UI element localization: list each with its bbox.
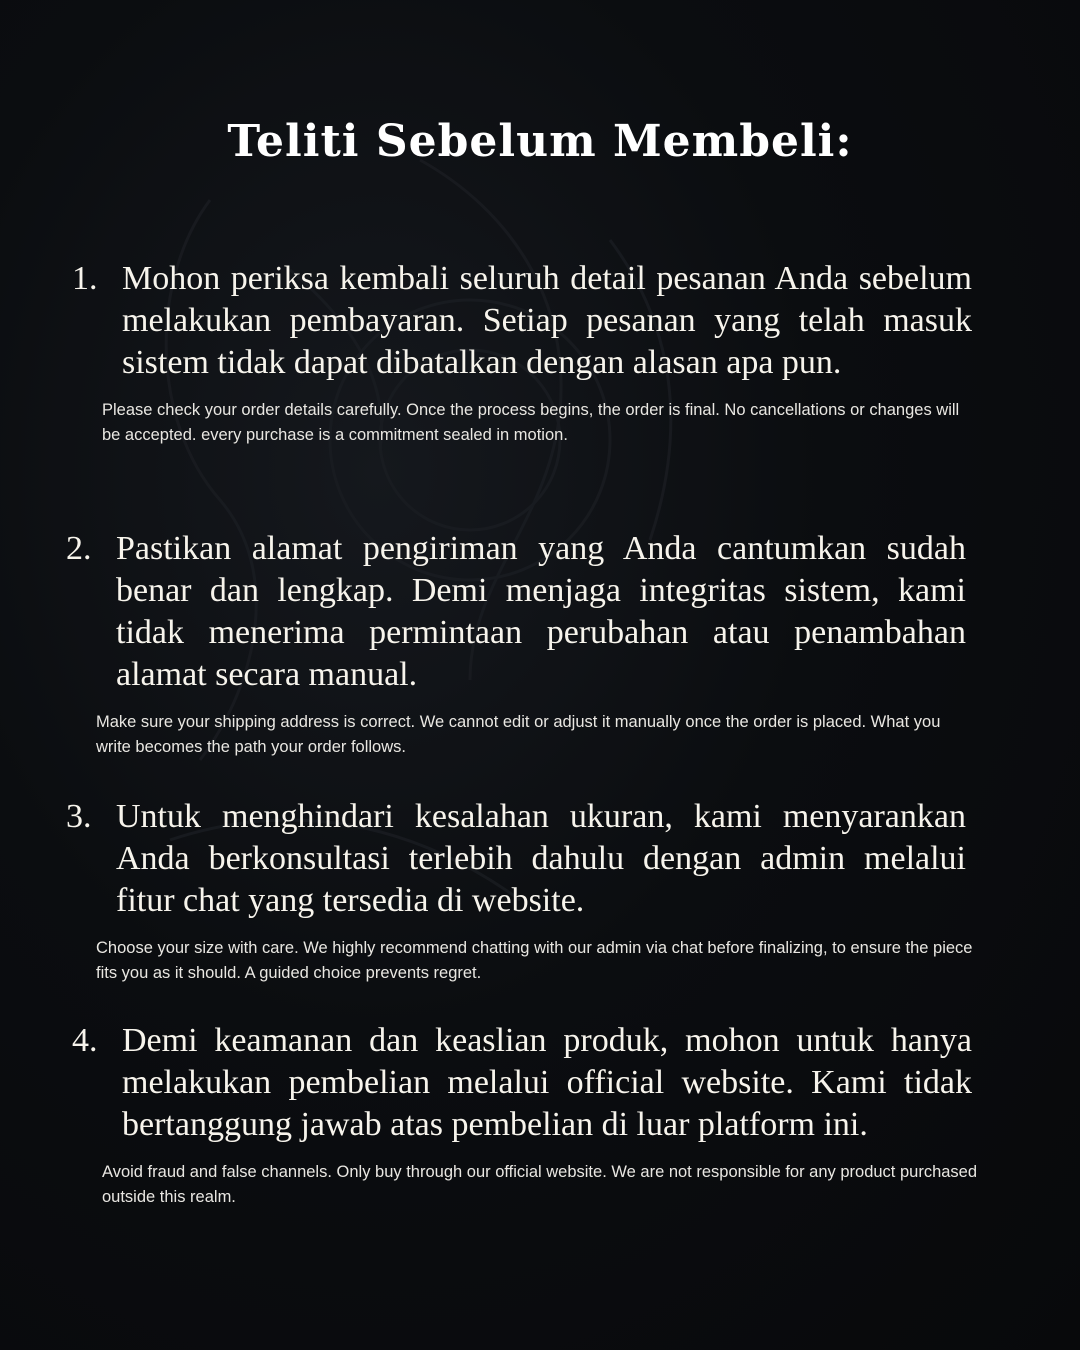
notice-item-4-translation: Avoid fraud and false channels. Only buy through our official website. We are not responsible for any product purchased outside this realm.	[102, 1163, 978, 1206]
notice-item-2	[66, 528, 966, 760]
notice-item-2-text	[66, 528, 966, 696]
notice-item-1	[72, 258, 972, 448]
notice-item-1-translation: Please check your order details carefully. Once the process begins, the order is final. No cancellations or changes will be accepted. every purchase is a commitment sealed in motion.	[102, 401, 960, 444]
notice-item-4-number: 4.	[72, 1022, 98, 1059]
notice-item-3-number: 3.	[66, 798, 92, 835]
notice-item-1-number: 1.	[72, 260, 98, 297]
notice-item-4-text	[72, 1020, 972, 1146]
notice-item-3-text	[66, 796, 966, 922]
notice-item-3-body: Untuk menghindari kesalahan ukuran, kami menyarankan Anda berkonsultasi terlebih dahulu dengan admin melalui fitur chat yang tersedia di website.	[116, 798, 966, 919]
notice-item-2-body: Pastikan alamat pengiriman yang Anda cantumkan sudah benar dan lengkap. Demi menjaga integritas sistem, kami tidak menerima permintaan perubahan atau penambahan alamat secara manual.	[116, 530, 966, 693]
notice-item-3-translation: Choose your size with care. We highly recommend chatting with our admin via chat before finalizing, to ensure the piece fits you as it should. A guided choice prevents regret.	[96, 939, 973, 982]
notice-item-4-body: Demi keamanan dan keaslian produk, mohon untuk hanya melakukan pembelian melalui official website. Kami tidak bertanggung jawab atas pembelian di luar platform ini.	[122, 1022, 972, 1143]
notice-item-4	[72, 1020, 978, 1210]
notice-item-3	[66, 796, 973, 986]
notice-item-2-number: 2.	[66, 530, 92, 567]
notice-item-1-body: Mohon periksa kembali seluruh detail pesanan Anda sebelum melakukan pembayaran. Setiap pesanan yang telah masuk sistem tidak dapat dibatalkan dengan alasan apa pun.	[122, 260, 972, 381]
notice-item-2-translation: Make sure your shipping address is correct. We cannot edit or adjust it manually once the order is placed. What you write becomes the path your order follows.	[96, 713, 941, 756]
page-title: Teliti Sebelum Membeli:	[227, 116, 853, 167]
notice-item-1-text	[72, 258, 972, 384]
